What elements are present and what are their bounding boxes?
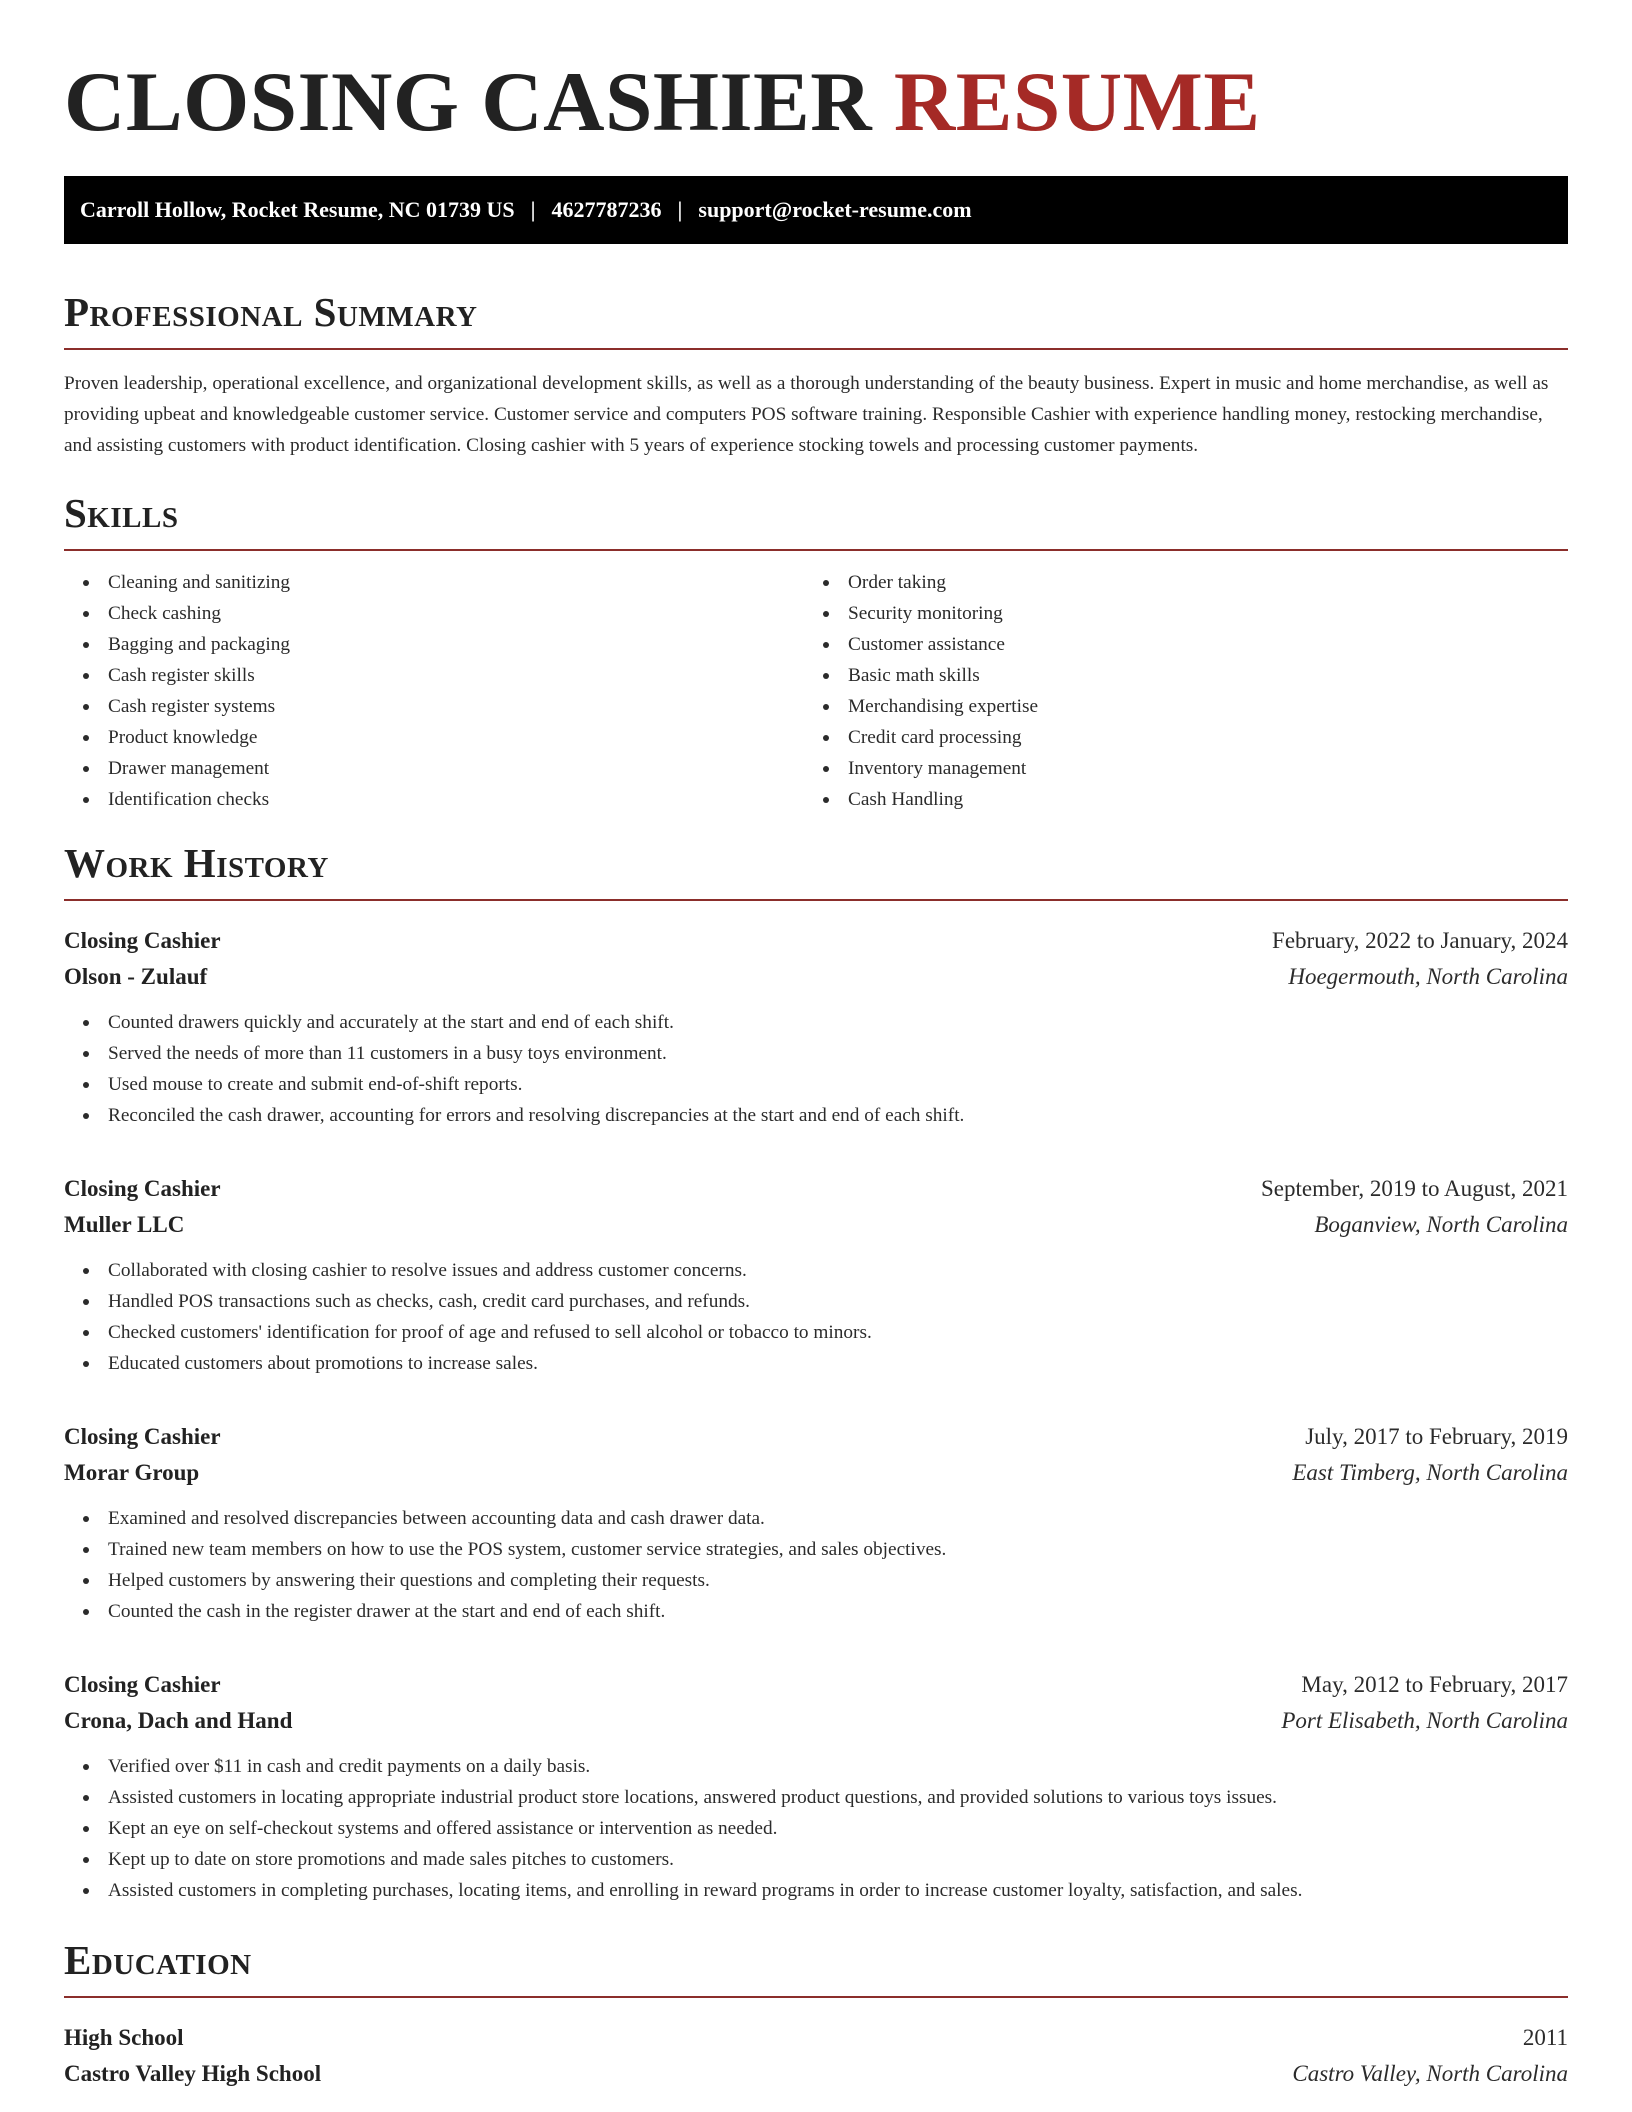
job-duty: Examined and resolved discrepancies between accounting data and cash drawer data. [64, 1503, 1568, 1534]
title-main: CLOSING CASHIER [64, 55, 873, 149]
education-degree: High School [64, 2025, 184, 2050]
contact-separator: | [530, 197, 536, 222]
title-accent: RESUME [893, 55, 1261, 149]
skills-heading: Skills [64, 490, 179, 536]
skill-item: Cash register skills [64, 660, 804, 691]
job-duties [64, 1255, 1568, 1379]
job-duty: Assisted customers in locating appropriate industrial product store locations, answered product questions, and provided solutions to various toys issues. [64, 1782, 1568, 1813]
job-duty: Served the needs of more than 11 customers in a busy toys environment. [64, 1038, 1568, 1069]
job-duty: Educated customers about promotions to increase sales. [64, 1348, 1568, 1379]
education-school: Castro Valley High School [64, 2061, 322, 2086]
summary-text: Proven leadership, operational excellence, and organizational development skills, as well as a thorough understanding of the beauty business. Expert in music and home merchandise, as well as providing upbeat and knowledgeable customer service. Customer service and computers POS software training. Responsible Cashier with experience handling money, restocking merchandise, and assisting customers with product identification. Closing cashier with 5 years of experience stocking towels and processing customer payments. [64, 373, 1549, 456]
skill-item: Product knowledge [64, 722, 804, 753]
job-company: Crona, Dach and Hand [64, 1708, 293, 1733]
education-school-row [64, 2056, 1568, 2092]
job-entry [64, 1419, 1568, 1627]
job-duties [64, 1503, 1568, 1627]
job-company: Muller LLC [64, 1212, 185, 1237]
contact-email: support@rocket-resume.com [698, 197, 972, 222]
education-entry [64, 2020, 1568, 2092]
job-company-row [64, 1703, 1568, 1739]
job-company-row [64, 1455, 1568, 1491]
job-location: East Timberg, North Carolina [1292, 1460, 1568, 1485]
job-duty: Collaborated with closing cashier to resolve issues and address customer concerns. [64, 1255, 1568, 1286]
contact-phone: 4627787236 [551, 197, 662, 222]
job-title-row [64, 1171, 1568, 1207]
skill-item: Cleaning and sanitizing [64, 567, 804, 598]
job-duty: Counted drawers quickly and accurately at the start and end of each shift. [64, 1007, 1568, 1038]
job-entry [64, 1171, 1568, 1379]
skill-item: Order taking [804, 567, 1544, 598]
summary-section [64, 288, 1568, 461]
section-divider [64, 549, 1568, 551]
summary-heading: Professional Summary [64, 289, 478, 335]
job-duty: Counted the cash in the register drawer at the start and end of each shift. [64, 1596, 1568, 1627]
contact-bar [64, 176, 1568, 244]
education-year: 2011 [1522, 2025, 1568, 2050]
job-entry [64, 923, 1568, 1131]
job-company-row [64, 1207, 1568, 1243]
skill-item: Merchandising expertise [804, 691, 1544, 722]
job-location: Hoegermouth, North Carolina [1288, 964, 1568, 989]
job-title: Closing Cashier [64, 1672, 221, 1697]
job-company: Olson - Zulauf [64, 964, 208, 989]
job-duty: Checked customers' identification for proof of age and refused to sell alcohol or tobacco to minors. [64, 1317, 1568, 1348]
resume-title [64, 52, 1568, 152]
skill-item: Customer assistance [804, 629, 1544, 660]
job-duties [64, 1751, 1568, 1906]
job-duty: Reconciled the cash drawer, accounting for errors and resolving discrepancies at the start and end of each shift. [64, 1100, 1568, 1131]
skill-item: Identification checks [64, 784, 804, 815]
skills-right-column [804, 567, 1544, 815]
job-duty: Kept an eye on self-checkout systems and offered assistance or intervention as needed. [64, 1813, 1568, 1844]
job-duty: Helped customers by answering their questions and completing their requests. [64, 1565, 1568, 1596]
job-location: Boganview, North Carolina [1314, 1212, 1568, 1237]
section-divider [64, 348, 1568, 350]
job-dates: September, 2019 to August, 2021 [1260, 1176, 1568, 1201]
job-location: Port Elisabeth, North Carolina [1281, 1708, 1568, 1733]
education-degree-row [64, 2020, 1568, 2056]
contact-separator: | [677, 197, 683, 222]
resume-page [64, 0, 1568, 2092]
skill-item: Cash Handling [804, 784, 1544, 815]
skill-item: Credit card processing [804, 722, 1544, 753]
job-duty: Assisted customers in completing purchases, locating items, and enrolling in reward programs in order to increase customer loyalty, satisfaction, and sales. [64, 1875, 1568, 1906]
skill-item: Security monitoring [804, 598, 1544, 629]
education-section [64, 1936, 1568, 2092]
skill-item: Check cashing [64, 598, 804, 629]
work-history-heading: Work History [64, 840, 329, 886]
education-location: Castro Valley, North Carolina [1292, 2061, 1568, 2086]
job-duty: Trained new team members on how to use the POS system, customer service strategies, and sales objectives. [64, 1534, 1568, 1565]
job-title-row [64, 1667, 1568, 1703]
job-title-row [64, 923, 1568, 959]
contact-address: Carroll Hollow, Rocket Resume, NC 01739 US [80, 197, 515, 222]
skill-item: Inventory management [804, 753, 1544, 784]
section-divider [64, 899, 1568, 901]
job-duties [64, 1007, 1568, 1131]
section-divider [64, 1996, 1568, 1998]
job-duty: Used mouse to create and submit end-of-shift reports. [64, 1069, 1568, 1100]
job-duty: Kept up to date on store promotions and made sales pitches to customers. [64, 1844, 1568, 1875]
education-heading: Education [64, 1937, 252, 1983]
job-duty: Verified over $11 in cash and credit payments on a daily basis. [64, 1751, 1568, 1782]
skill-item: Basic math skills [804, 660, 1544, 691]
job-duty: Handled POS transactions such as checks, cash, credit card purchases, and refunds. [64, 1286, 1568, 1317]
job-title: Closing Cashier [64, 1424, 221, 1449]
job-dates: May, 2012 to February, 2017 [1301, 1672, 1568, 1697]
job-title-row [64, 1419, 1568, 1455]
skill-item: Drawer management [64, 753, 804, 784]
skills-section [64, 489, 1568, 815]
job-dates: February, 2022 to January, 2024 [1272, 928, 1568, 953]
work-history-section [64, 839, 1568, 1906]
job-dates: July, 2017 to February, 2019 [1305, 1424, 1568, 1449]
job-title: Closing Cashier [64, 928, 221, 953]
job-title: Closing Cashier [64, 1176, 221, 1201]
skills-left-column [64, 567, 804, 815]
skill-item: Bagging and packaging [64, 629, 804, 660]
skills-grid [64, 567, 1568, 815]
job-entry [64, 1667, 1568, 1906]
skill-item: Cash register systems [64, 691, 804, 722]
job-company: Morar Group [64, 1460, 200, 1485]
job-company-row [64, 959, 1568, 995]
